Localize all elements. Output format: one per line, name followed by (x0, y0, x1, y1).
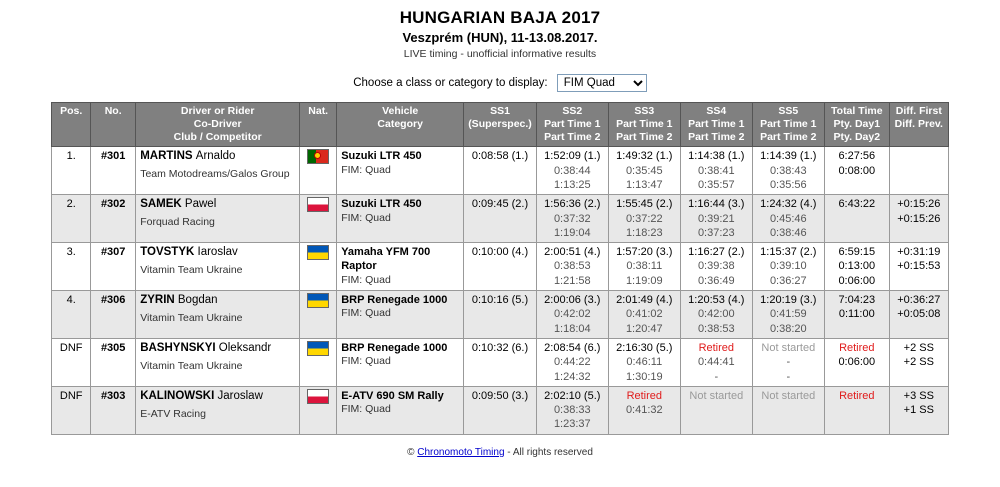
stage-time-cell (752, 338, 824, 386)
penalty-time (829, 226, 885, 240)
stage-time-cell (680, 386, 752, 434)
total-time-cell (824, 195, 889, 243)
rider-cell (136, 291, 300, 339)
rider-first-name: Iaroslav (197, 246, 238, 259)
col-ss2-l2: Part Time 1 (544, 118, 601, 131)
stage-part-time (757, 417, 820, 431)
stage-part-time (613, 417, 676, 431)
race-number-cell: #306 (91, 291, 136, 339)
total-time: 7:04:23 (838, 294, 876, 307)
table-row (52, 386, 949, 434)
stage-part-time: 1:13:47 (625, 178, 663, 191)
ss1-time-cell: 0:09:50 (3.) (464, 386, 537, 434)
vehicle-cell (337, 243, 464, 291)
stage-part-time: 0:36:27 (769, 274, 807, 287)
ukraine-flag (307, 293, 329, 308)
stage-time-cell (680, 291, 752, 339)
col-ss4-l2: Part Time 1 (688, 118, 745, 131)
club-name: Vitamin Team Ukraine (140, 359, 243, 372)
stage-time-cell (608, 147, 680, 195)
col-total-l2: Pty. Day1 (833, 118, 881, 131)
rider-first-name: Bogdan (177, 294, 218, 307)
stage-time-cell (536, 243, 608, 291)
stage-total-time: Not started (761, 389, 816, 402)
footer (0, 447, 1000, 458)
col-ss4 (680, 103, 752, 147)
nationality-cell (300, 291, 337, 339)
stage-total-time: 2:00:51 (4.) (544, 246, 601, 259)
nationality-cell (300, 386, 337, 434)
stage-time-cell (752, 243, 824, 291)
stage-total-time: Retired (626, 389, 663, 402)
stage-time-cell (680, 147, 752, 195)
vehicle-model: BRP Renegade 1000 (341, 294, 448, 307)
race-number-cell: #301 (91, 147, 136, 195)
class-chooser (0, 74, 1000, 92)
vehicle-model: Suzuki LTR 450 (341, 198, 422, 211)
nationality-cell (300, 338, 337, 386)
penalty-time: 0:06:00 (838, 356, 876, 369)
rider-first-name: Pawel (184, 198, 217, 211)
live-timing-note: LIVE timing - unofficial informative results (403, 48, 597, 60)
col-ss2-l1: SS2 (562, 105, 583, 117)
stage-part-time: 0:44:22 (553, 356, 591, 369)
nationality-cell (300, 243, 337, 291)
diff-first: +0:15:26 (897, 198, 941, 211)
rider-cell (136, 147, 300, 195)
total-time-cell (824, 291, 889, 339)
vehicle-category: FIM: Quad (341, 273, 391, 286)
vehicle-category: FIM: Quad (341, 307, 391, 320)
col-ss5-l2: Part Time 1 (760, 118, 817, 131)
diff-prev: +0:05:08 (897, 308, 941, 321)
rider-first-name: Oleksandr (218, 341, 272, 354)
rider-first-name: Arnaldo (195, 150, 236, 163)
stage-part-time: 0:42:02 (553, 308, 591, 321)
col-diff-l1: Diff. First (895, 105, 942, 117)
difference-cell (889, 386, 948, 434)
total-time: 6:43:22 (838, 198, 876, 211)
diff-prev: +1 SS (903, 404, 934, 417)
col-total-l3: Pty. Day2 (833, 131, 881, 144)
rider-name: TOVSTYK Iaroslav (140, 246, 238, 259)
stage-part-time: 0:37:23 (697, 226, 735, 239)
class-select[interactable] (557, 74, 647, 92)
col-diff-l2: Diff. Prev. (894, 118, 943, 131)
stage-part-time: 1:19:04 (553, 226, 591, 239)
results-table (51, 102, 949, 435)
penalty-time (829, 322, 885, 336)
stage-total-time: 2:00:06 (3.) (544, 294, 601, 307)
stage-part-time: 0:38:41 (697, 164, 735, 177)
position-cell: DNF (52, 338, 91, 386)
vehicle-category: FIM: Quad (341, 163, 391, 176)
rider-cell (136, 243, 300, 291)
stage-time-cell (752, 147, 824, 195)
vehicle-category: FIM: Quad (341, 355, 391, 368)
col-ss4-l3: Part Time 2 (688, 131, 745, 144)
race-number-cell: #305 (91, 338, 136, 386)
stage-part-time: 0:36:49 (697, 274, 735, 287)
col-nat: Nat. (300, 103, 337, 147)
vehicle-model: E-ATV 690 SM Rally (341, 389, 444, 402)
table-row (52, 195, 949, 243)
stage-part-time (685, 403, 748, 417)
penalty-time (829, 212, 885, 226)
rider-name: KALINOWSKI Jaroslaw (140, 389, 263, 402)
class-chooser-label: Choose a class or category to display: (353, 77, 548, 89)
diff-prev: +0:15:53 (897, 260, 941, 273)
race-number-cell: #303 (91, 386, 136, 434)
header-row (52, 103, 949, 147)
rider-cell (136, 338, 300, 386)
total-time: Retired (839, 341, 875, 354)
stage-total-time: Not started (761, 341, 816, 354)
stage-part-time: 0:35:57 (697, 178, 735, 191)
total-time-cell (824, 386, 889, 434)
position-cell: DNF (52, 386, 91, 434)
rider-name: ZYRIN Bogdan (140, 294, 218, 307)
stage-time-cell (608, 291, 680, 339)
stage-time-cell (608, 386, 680, 434)
stage-part-time: 0:42:00 (697, 308, 735, 321)
stage-part-time: 1:18:23 (625, 226, 663, 239)
diff-prev: +0:15:26 (897, 212, 941, 225)
penalty-time (829, 403, 885, 417)
col-rider-l3: Club / Competitor (173, 131, 262, 144)
ss1-time-cell: 0:10:32 (6.) (464, 338, 537, 386)
stage-time-cell (752, 195, 824, 243)
copyright-symbol: © (407, 446, 415, 458)
race-number-cell: #307 (91, 243, 136, 291)
difference-cell (889, 195, 948, 243)
total-time-cell (824, 338, 889, 386)
stage-time-cell (536, 195, 608, 243)
poland-flag (307, 389, 329, 404)
col-total (824, 103, 889, 147)
stage-total-time: 2:02:10 (5.) (544, 389, 601, 402)
club-name: Forquad Racing (140, 216, 215, 229)
vehicle-cell (337, 291, 464, 339)
stage-part-time: 0:46:11 (626, 356, 663, 369)
stage-part-time: 0:38:33 (553, 404, 591, 417)
club-name: Vitamin Team Ukraine (140, 264, 243, 277)
stage-total-time: 2:08:54 (6.) (544, 341, 601, 354)
col-diff (889, 103, 948, 147)
total-time-cell (824, 147, 889, 195)
stage-total-time: 1:14:39 (1.) (760, 150, 817, 163)
ss1-time-cell: 0:09:45 (2.) (464, 195, 537, 243)
col-total-l1: Total Time (831, 105, 883, 117)
penalty-time (829, 178, 885, 192)
table-row (52, 147, 949, 195)
stage-part-time: 0:41:59 (769, 308, 807, 321)
page-title: HUNGARIAN BAJA 2017 (399, 8, 601, 27)
stage-total-time: 1:16:44 (3.) (688, 198, 745, 211)
penalty-time (829, 370, 885, 384)
vehicle-cell (337, 338, 464, 386)
total-time-cell (824, 243, 889, 291)
nationality-cell (300, 147, 337, 195)
stage-total-time: 1:14:38 (1.) (688, 150, 745, 163)
stage-part-time: - (714, 370, 719, 383)
col-vehicle-l1: Vehicle (382, 105, 419, 117)
position-cell: 3. (52, 243, 91, 291)
rider-name: SAMEK Pawel (140, 198, 217, 211)
stage-time-cell (536, 338, 608, 386)
vehicle-model: BRP Renegade 1000 (341, 341, 448, 354)
stage-part-time: 0:37:32 (553, 212, 591, 225)
difference-cell (889, 243, 948, 291)
stage-part-time: 1:23:37 (553, 418, 591, 431)
stage-time-cell (680, 243, 752, 291)
col-vehicle-l2: Category (377, 118, 423, 131)
portugal-flag (307, 149, 329, 164)
stage-part-time: 0:38:44 (553, 164, 591, 177)
club-name: E-ATV Racing (140, 407, 206, 420)
difference-cell (889, 291, 948, 339)
stage-time-cell (608, 243, 680, 291)
stage-part-time: 0:39:10 (769, 260, 807, 273)
stage-total-time: 1:16:27 (2.) (688, 246, 745, 259)
stage-part-time: 1:18:04 (553, 322, 591, 335)
vehicle-model: Yamaha YFM 700 Raptor (341, 246, 431, 273)
stage-part-time: 0:37:22 (625, 212, 663, 225)
diff-prev: +2 SS (903, 356, 934, 369)
stage-time-cell (536, 291, 608, 339)
stage-part-time: 0:35:56 (769, 178, 807, 191)
penalty-time: 0:11:00 (838, 308, 875, 321)
stage-total-time: 1:57:20 (3.) (616, 246, 673, 259)
diff-first: +0:36:27 (897, 294, 941, 307)
col-ss1-l1: SS1 (490, 105, 510, 117)
col-ss3-l3: Part Time 2 (616, 131, 673, 144)
stage-part-time: - (786, 356, 791, 369)
chronomoto-link[interactable]: Chronomoto Timing (417, 446, 505, 458)
position-cell: 2. (52, 195, 91, 243)
stage-part-time: 0:41:02 (625, 308, 663, 321)
stage-total-time: Not started (689, 389, 744, 402)
table-row (52, 291, 949, 339)
club-name: Team Motodreams/Galos Group (140, 168, 290, 181)
stage-total-time: 1:24:32 (4.) (760, 198, 817, 211)
stage-time-cell (752, 386, 824, 434)
vehicle-cell (337, 147, 464, 195)
stage-time-cell (536, 386, 608, 434)
results-table-wrap (0, 102, 1000, 435)
difference-cell (889, 338, 948, 386)
club-name: Vitamin Team Ukraine (140, 311, 243, 324)
col-rider-l2: Co-Driver (193, 118, 242, 131)
penalty-time: 0:08:00 (838, 164, 876, 177)
stage-total-time: 1:52:09 (1.) (544, 150, 601, 163)
stage-time-cell (680, 195, 752, 243)
rights-text: - All rights reserved (507, 446, 593, 458)
stage-part-time (685, 417, 748, 431)
ss1-time-cell: 0:10:00 (4.) (464, 243, 537, 291)
stage-part-time: 0:39:21 (697, 212, 735, 225)
position-cell: 4. (52, 291, 91, 339)
stage-part-time: 1:13:25 (553, 178, 591, 191)
rider-cell (136, 386, 300, 434)
stage-part-time: 0:38:20 (769, 322, 807, 335)
stage-part-time (757, 403, 820, 417)
stage-total-time: 2:01:49 (4.) (616, 294, 673, 307)
stage-total-time: 1:15:37 (2.) (760, 246, 817, 259)
stage-part-time: 1:24:32 (553, 370, 591, 383)
col-pos: Pos. (52, 103, 91, 147)
stage-total-time: 1:56:36 (2.) (544, 198, 601, 211)
col-ss3 (608, 103, 680, 147)
col-vehicle (337, 103, 464, 147)
penalty-time (829, 417, 885, 431)
stage-part-time: 0:38:11 (626, 260, 663, 273)
stage-part-time: 0:41:32 (625, 404, 663, 417)
stage-part-time: 1:20:47 (625, 322, 663, 335)
col-no: No. (91, 103, 136, 147)
ss1-time-cell: 0:10:16 (5.) (464, 291, 537, 339)
event-location-date: Veszprém (HUN), 11-13.08.2017. (402, 30, 598, 45)
stage-time-cell (680, 338, 752, 386)
stage-total-time: 1:20:19 (3.) (760, 294, 817, 307)
stage-part-time: 0:39:38 (697, 260, 735, 273)
diff-prev (894, 164, 944, 178)
stage-total-time: 1:49:32 (1.) (616, 150, 673, 163)
diff-first: +0:31:19 (897, 246, 941, 259)
stage-time-cell (608, 338, 680, 386)
rider-cell (136, 195, 300, 243)
rider-name: MARTINS Arnaldo (140, 150, 236, 163)
stage-time-cell (536, 147, 608, 195)
col-ss1 (464, 103, 537, 147)
ukraine-flag (307, 341, 329, 356)
stage-total-time: 1:55:45 (2.) (616, 198, 673, 211)
stage-total-time: Retired (698, 341, 735, 354)
stage-part-time: 0:38:46 (769, 226, 807, 239)
stage-total-time: 2:16:30 (5.) (616, 341, 673, 354)
stage-total-time: 1:20:53 (4.) (688, 294, 745, 307)
vehicle-category: FIM: Quad (341, 403, 391, 416)
diff-first: +2 SS (903, 341, 934, 354)
stage-part-time: 1:21:58 (553, 274, 591, 287)
stage-part-time: 0:38:53 (553, 260, 591, 273)
penalty-time: 0:06:00 (838, 274, 876, 287)
col-ss5 (752, 103, 824, 147)
race-number-cell: #302 (91, 195, 136, 243)
stage-part-time: 0:45:46 (769, 212, 807, 225)
col-ss4-l1: SS4 (706, 105, 727, 117)
stage-part-time: 0:44:41 (697, 356, 735, 369)
rider-name: BASHYNSKYI Oleksandr (140, 341, 272, 354)
stage-time-cell (608, 195, 680, 243)
col-ss5-l3: Part Time 2 (760, 131, 817, 144)
stage-part-time: - (786, 370, 791, 383)
table-row (52, 243, 949, 291)
col-rider (136, 103, 300, 147)
vehicle-cell (337, 195, 464, 243)
position-cell: 1. (52, 147, 91, 195)
stage-part-time: 0:38:53 (697, 322, 735, 335)
vehicle-model: Suzuki LTR 450 (341, 150, 422, 163)
col-rider-l1: Driver or Rider (180, 105, 255, 117)
poland-flag (307, 197, 329, 212)
col-ss2 (536, 103, 608, 147)
nationality-cell (300, 195, 337, 243)
results-table-body (52, 147, 949, 434)
total-time: Retired (839, 389, 875, 402)
vehicle-cell (337, 386, 464, 434)
stage-part-time: 0:35:45 (625, 164, 663, 177)
rider-first-name: Jaroslaw (217, 389, 263, 402)
diff-first (894, 149, 944, 163)
stage-time-cell (752, 291, 824, 339)
stage-part-time: 1:30:19 (625, 370, 663, 383)
penalty-time: 0:13:00 (838, 260, 876, 273)
col-ss2-l3: Part Time 2 (544, 131, 601, 144)
ss1-time-cell: 0:08:58 (1.) (464, 147, 537, 195)
table-row (52, 338, 949, 386)
col-ss1-l2: (Superspec.) (468, 118, 532, 131)
col-ss5-l1: SS5 (778, 105, 799, 117)
results-table-head (52, 103, 949, 147)
difference-cell (889, 147, 948, 195)
col-ss3-l2: Part Time 1 (616, 118, 673, 131)
stage-part-time: 1:19:09 (625, 274, 663, 287)
total-time: 6:59:15 (838, 246, 876, 259)
col-ss3-l1: SS3 (634, 105, 655, 117)
diff-first: +3 SS (903, 389, 934, 402)
total-time: 6:27:56 (838, 150, 876, 163)
vehicle-category: FIM: Quad (341, 211, 391, 224)
ukraine-flag (307, 245, 329, 260)
stage-part-time: 0:38:43 (769, 164, 807, 177)
